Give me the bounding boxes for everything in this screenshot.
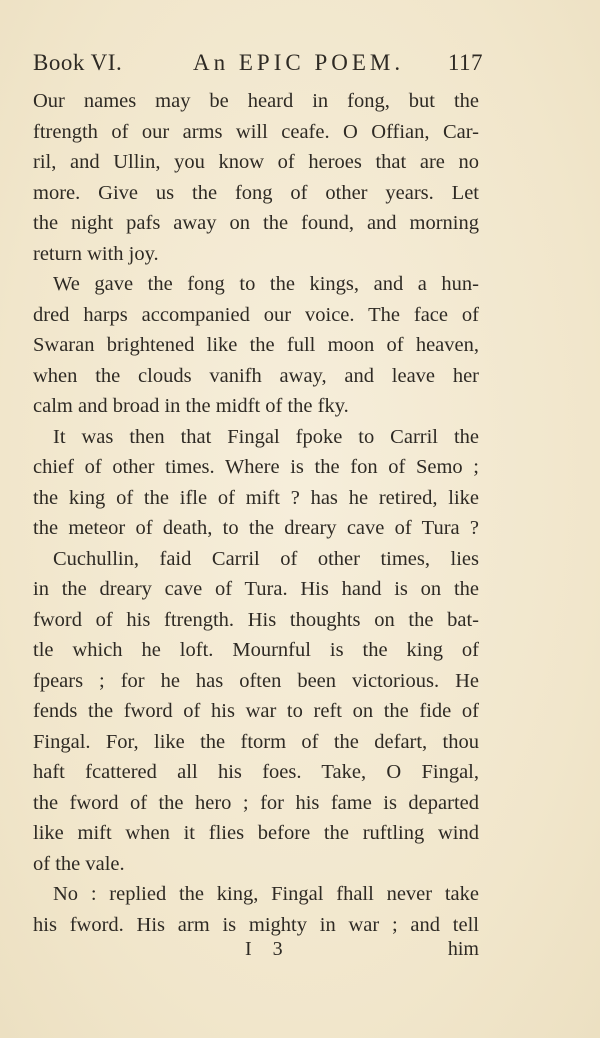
catchword: him [447, 938, 479, 960]
page-number: 117 [447, 50, 483, 75]
signature-mark: I 3 [245, 938, 291, 960]
text-body [33, 86, 479, 940]
text-line: return with joy. [33, 242, 159, 265]
text-line: fpears ; for he has often been victorious. He [33, 669, 479, 692]
text-line: dred harps accompanied our voice. The face of [33, 303, 479, 326]
text-line: ftrength of our arms will ceafe. O Offian, Car- [33, 120, 479, 143]
text-line: Our names may be heard in fong, but the [33, 90, 479, 112]
text-line: Swaran brightened like the full moon of heaven, [33, 334, 479, 356]
text-line: the meteor of death, to the dreary cave of Tura ? [33, 517, 479, 539]
text-line: fends the fword of his war to reft on the fide of [33, 700, 479, 722]
text-line: more. Give us the fong of other years. Let [33, 181, 479, 204]
text-line: ril, and Ullin, you know of heroes that are no [33, 151, 479, 173]
text-line: the fword of the hero ; for his fame is departed [33, 791, 479, 814]
text-line: tle which he loft. Mournful is the king of [33, 639, 479, 661]
text-line: the king of the ifle of mift ? has he retired, like [33, 486, 479, 509]
text-line: We gave the fong to the kings, and a hun- [53, 273, 479, 295]
text-line: fword of his ftrength. His thoughts on the bat- [33, 608, 479, 631]
running-header [33, 50, 483, 80]
page-footer [33, 938, 479, 968]
text-line: Fingal. For, like the ftorm of the defart, thou [33, 730, 479, 753]
text-line: his fword. His arm is mighty in war ; and tell [33, 913, 479, 936]
text-line: It was then that Fingal fpoke to Carril the [53, 425, 479, 448]
text-line: chief of other times. Where is the fon of Semo ; [33, 456, 479, 478]
text-line: calm and broad in the midft of the fky. [33, 395, 349, 417]
text-line: haft fcattered all his foes. Take, O Fingal, [33, 761, 479, 783]
text-line: when the clouds vanifh away, and leave her [33, 364, 479, 387]
text-line: Cuchullin, faid Carril of other times, lies [53, 547, 479, 570]
text-line: in the dreary cave of Tura. His hand is on the [33, 578, 479, 600]
text-line: No : replied the king, Fingal fhall never take [53, 883, 479, 905]
text-line: the night pafs away on the found, and morning [33, 212, 479, 234]
running-head-title: An EPIC POEM. [193, 50, 405, 75]
running-head-book: Book VI. [33, 50, 123, 75]
text-line: of the vale. [33, 852, 125, 875]
text-line: like mift when it flies before the ruftling wind [33, 822, 479, 844]
